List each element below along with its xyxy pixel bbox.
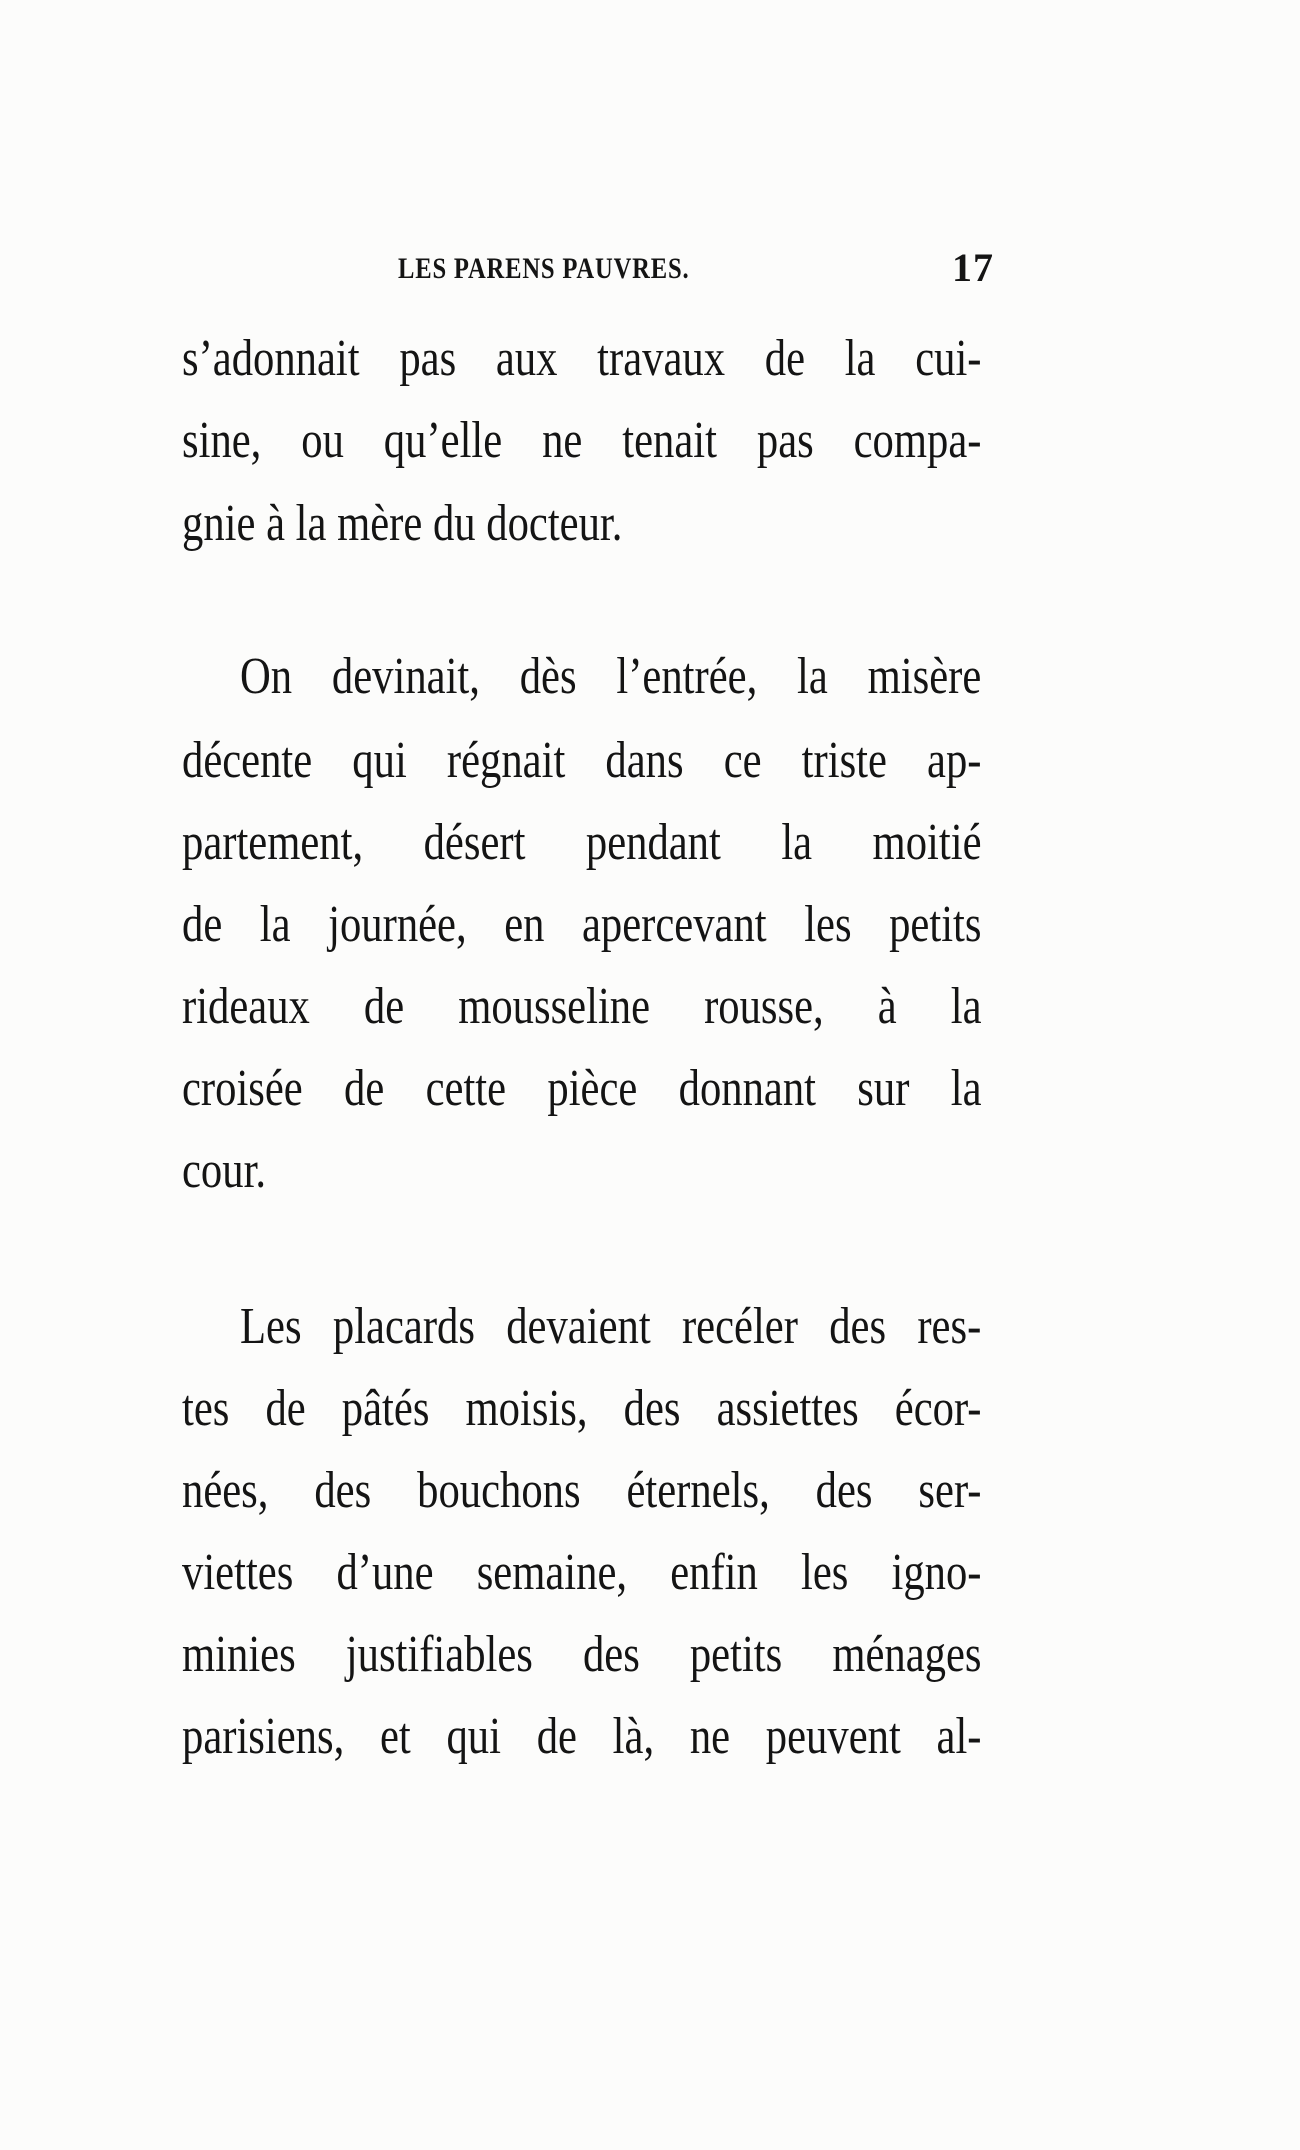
text-line: On devinait, dès l’entrée, la misère [240,648,982,705]
text-line: gnie à la mère du docteur. [182,495,623,552]
text-line: décente qui régnait dans ce triste ap- [182,732,982,789]
text-line: viettes d’une semaine, enfin les igno- [182,1544,982,1601]
text-line: de la journée, en apercevant les petits [182,896,982,953]
text-line: nées, des bouchons éternels, des ser- [182,1462,982,1519]
text-line: sine, ou qu’elle ne tenait pas compa- [182,412,982,469]
page-number: 17 [952,245,994,290]
text-line: s’adonnait pas aux travaux de la cui- [182,330,982,387]
text-line: Les placards devaient recéler des res- [240,1298,982,1355]
text-line: croisée de cette pièce donnant sur la [182,1060,982,1117]
text-line: cour. [182,1142,267,1199]
text-line: minies justifiables des petits ménages [182,1626,982,1683]
text-line: parisiens, et qui de là, ne peuvent al- [182,1708,982,1765]
text-line: rideaux de mousseline rousse, à la [182,978,982,1035]
running-head: LES PARENS PAUVRES. [398,252,690,285]
text-line: tes de pâtés moisis, des assiettes écor- [182,1380,982,1437]
text-line: partement, désert pendant la moitié [182,814,982,871]
